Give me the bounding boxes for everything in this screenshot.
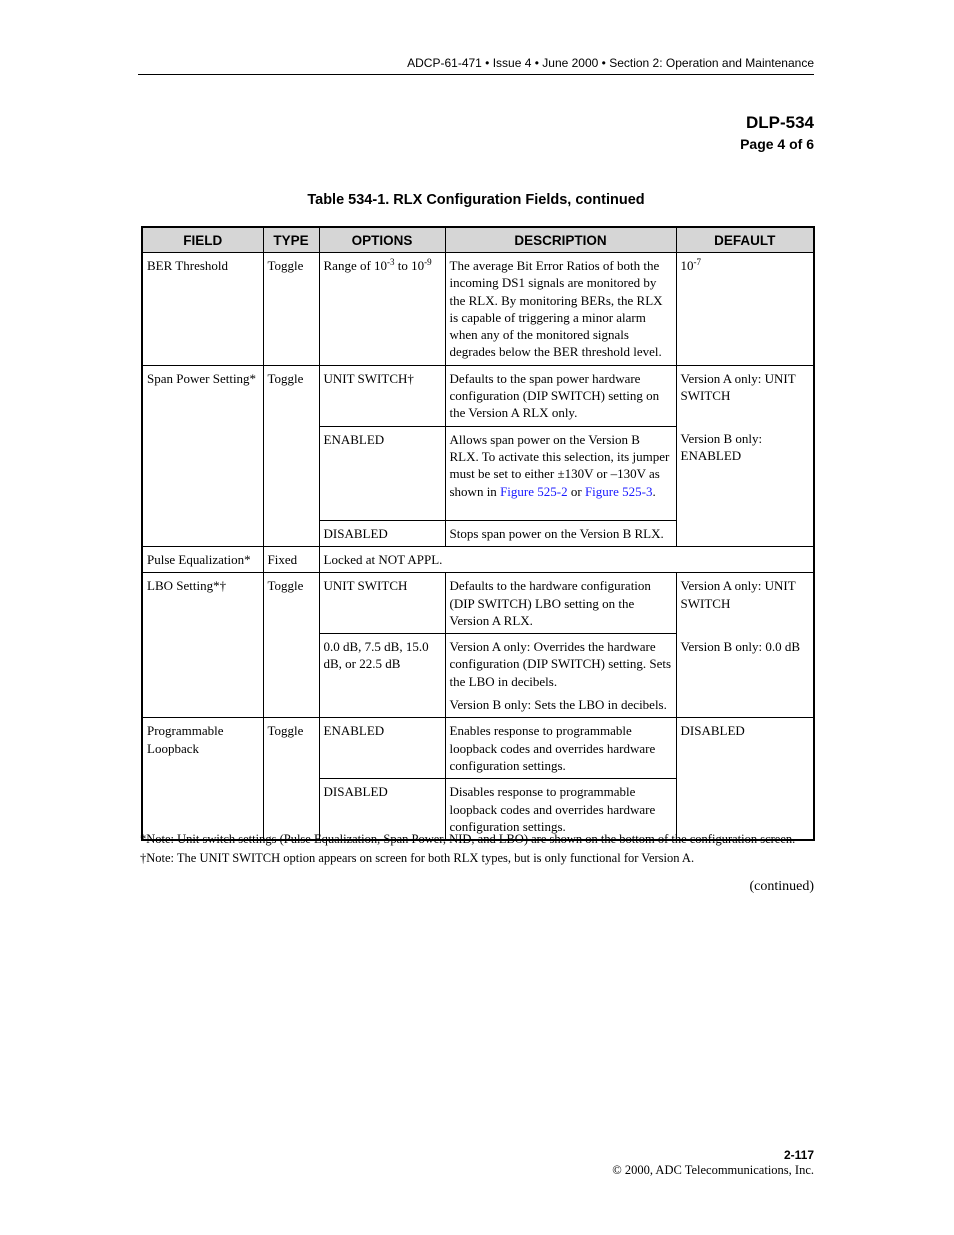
span-default-version-b: Version B only: ENABLED (676, 426, 814, 546)
table-row-lbo-1 (142, 573, 814, 634)
loopback-field: Programmable Loopback (142, 718, 263, 840)
continued-label: (continued) (749, 879, 814, 894)
span-option-unit-switch: UNIT SWITCH† (319, 365, 445, 426)
table-row-span-power-1 (142, 365, 814, 426)
page-number: 2-117 (783, 1148, 814, 1162)
lbo-field: LBO Setting*† (142, 573, 263, 718)
loopback-type: Toggle (263, 718, 319, 840)
header-type: TYPE (263, 227, 319, 253)
pulse-type: Fixed (263, 546, 319, 572)
lbo-default-version-a: Version A only: UNIT SWITCH (676, 573, 814, 634)
lbo-default-version-b: Version B only: 0.0 dB (676, 634, 814, 718)
dlp-page-indicator: Page 4 of 6 (740, 136, 814, 152)
dlp-title: DLP-534 (745, 113, 814, 132)
loopback-description-enabled: Enables response to programmable loopback codes and overrides hardware configuration settings. (445, 718, 676, 779)
ber-description: The average Bit Error Ratios of both the incoming DS1 signals are monitored by the RLX. By monitoring BERs, the RLX is capable of triggering a minor alarm when any of the monitored signals degrades below the BER threshold level. (445, 253, 676, 366)
footnote-unit-switch: *Note: Unit switch settings (Pulse Equalization, Span Power, NID, and LBO) are shown on the bottom of the configuration screen. (140, 832, 796, 846)
footnote-unit-switch-option: †Note: The UNIT SWITCH option appears on screen for both RLX types, but is only functional for Version A. (140, 851, 695, 865)
ber-default: $10^{-7}$ (676, 253, 814, 366)
pulse-field: Pulse Equalization* (142, 546, 263, 572)
figure-525-2-link[interactable]: Figure 525-2 (500, 483, 568, 499)
header-default: DEFAULT (676, 227, 814, 253)
header-options: OPTIONS (319, 227, 445, 253)
span-description-unit-switch: Defaults to the span power hardware configuration (DIP SWITCH) setting on the Version A RLX only. (445, 365, 676, 426)
ber-options: Range of $10^{-3}$ to $10^{-9}$ (319, 253, 445, 366)
span-description-enabled: Allows span power on the Version B RLX. To activate this selection, its jumper must be set to either ±130V or –130V as shown in Figure 525-2 or Figure 525-3. (445, 426, 676, 520)
loopback-option-disabled: DISABLED (319, 779, 445, 840)
running-head: ADCP-61-471 • Issue 4 • June 2000 • Section 2: Operation and Maintenance (407, 56, 814, 70)
span-field: Span Power Setting* (142, 365, 263, 546)
copyright: © 2000, ADC Telecommunications, Inc. (612, 1163, 814, 1177)
pulse-options: Locked at NOT APPL. (319, 546, 814, 572)
ber-type: Toggle (263, 253, 319, 366)
lbo-type: Toggle (263, 573, 319, 718)
span-option-enabled: ENABLED (319, 426, 445, 520)
lbo-description-unit-switch: Defaults to the hardware configuration (DIP SWITCH) LBO setting on the Version A RLX. (445, 573, 676, 634)
header-field: FIELD (142, 227, 263, 253)
lbo-description-db-values: Version A only: Overrides the hardware configuration (DIP SWITCH) setting. Sets the LBO in decibels. Version B only: Sets the LBO in decibels. (445, 634, 676, 718)
span-description-disabled: Stops span power on the Version B RLX. (445, 520, 676, 546)
config-table (141, 226, 815, 841)
header-description: DESCRIPTION (445, 227, 676, 253)
span-type: Toggle (263, 365, 319, 546)
lbo-option-unit-switch: UNIT SWITCH (319, 573, 445, 634)
table-row-pulse-equalization (142, 546, 814, 572)
span-option-disabled: DISABLED (319, 520, 445, 546)
figure-525-3-link[interactable]: Figure 525-3 (584, 483, 653, 499)
loopback-description-disabled: Disables response to programmable loopback codes and overrides hardware configuration settings. (445, 779, 676, 840)
loopback-default: DISABLED (676, 718, 814, 840)
lbo-option-db-values: 0.0 dB, 7.5 dB, 15.0 dB, or 22.5 dB (319, 634, 445, 718)
table-row-ber-threshold (142, 253, 814, 366)
loopback-option-enabled: ENABLED (319, 718, 445, 779)
table-header-row (142, 227, 814, 253)
header-rule (138, 74, 814, 75)
table-row-loopback-1 (142, 718, 814, 779)
span-default-version-a: Version A only: UNIT SWITCH (676, 365, 814, 426)
table-caption: Table 534-1. RLX Configuration Fields, continued (307, 192, 645, 208)
ber-field: BER Threshold (142, 253, 263, 366)
